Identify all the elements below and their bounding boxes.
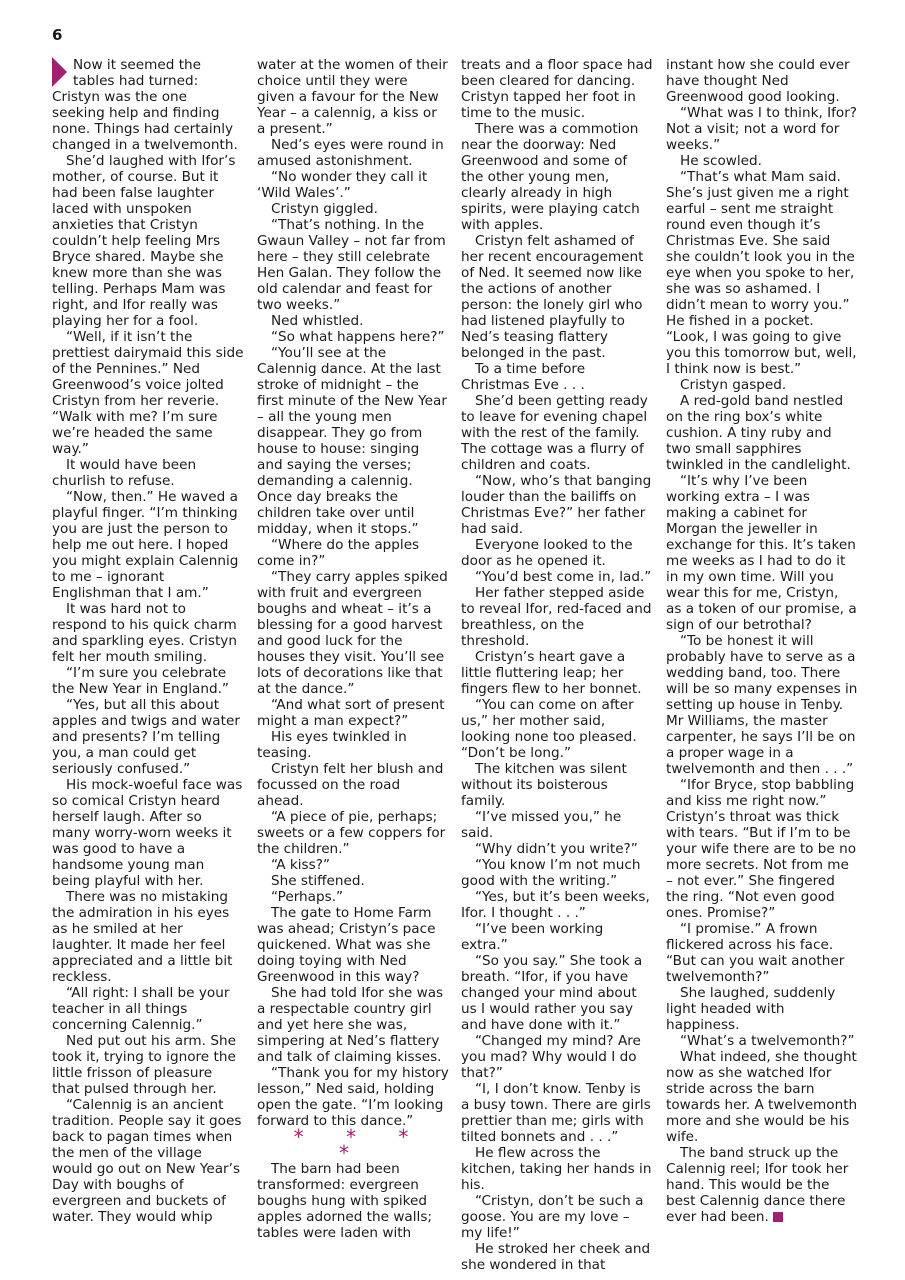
end-square-icon	[773, 1212, 783, 1222]
paragraph: “Cristyn, don’t be such a goose. You are my love – my life!”	[461, 1193, 644, 1241]
paragraph: “A piece of pie, perhaps; sweets or a few coppers for the children.”	[257, 809, 446, 857]
paragraph: “A kiss?”	[271, 857, 330, 873]
column-1	[52, 57, 244, 1225]
paragraph: “What’s a twelvemonth?”	[680, 1033, 855, 1049]
paragraph: “No wonder they call it ‘Wild Wales’.”	[257, 169, 428, 201]
paragraph: He stroked her cheek and she wondered in that	[461, 1241, 651, 1273]
paragraph: He scowled.	[680, 153, 762, 169]
paragraph: “Yes, but all this about apples and twigs and water and presents? I’m telling you, a man could get seriously confused.”	[52, 697, 240, 777]
paragraph: Cristyn felt her blush and focussed on the road ahead.	[257, 761, 444, 809]
paragraph: “Yes, but it’s been weeks, Ifor. I thought . . .”	[461, 889, 650, 921]
paragraph: “I’m sure you celebrate the New Year in England.”	[52, 665, 229, 697]
paragraph: She’d laughed with Ifor’s mother, of course. But it had been false laughter laced with unspoken anxieties that Cristyn couldn’t help feeling Mrs Bryce shared. Maybe she knew more than she was telling. Perhaps Mam was right, and Ifor really was playing her for a fool.	[52, 153, 236, 329]
paragraph: She stiffened.	[271, 873, 365, 889]
paragraph: A red-gold band nestled on the ring box’s white cushion. A tiny ruby and two small sapphires twinkled in the candlelight.	[666, 393, 851, 473]
paragraph: “Where do the apples come in?”	[257, 537, 420, 569]
paragraph: Cristyn felt ashamed of her recent encouragement of Ned. It seemed now like the actions of another person: the lonely girl who had listened playfully to Ned’s teasing flattery belonged in the past.	[461, 233, 644, 361]
paragraph: “Now, who’s that banging louder than the bailiffs on Christmas Eve?” her father had said.	[461, 473, 652, 537]
paragraph: “So you say.” She took a breath. “Ifor, if you have changed your mind about us I would rather you say and have done with it.”	[461, 953, 643, 1033]
paragraph: “So what happens here?”	[271, 329, 445, 345]
paragraph: It was hard not to respond to his quick charm and sparkling eyes. Cristyn felt her mouth smiling.	[52, 601, 237, 665]
paragraph: “They carry apples spiked with fruit and evergreen boughs and wheat – it’s a blessing for a good harvest and good luck for the houses they visit. You’ll see lots of decorations like that at the dance.”	[257, 569, 448, 697]
last-paragraph	[666, 1145, 858, 1225]
paragraph: water at the women of their choice until they were given a favour for the New Year – a calennig, a kiss or a present.”	[257, 57, 448, 137]
paragraph: His eyes twinkled in teasing.	[257, 729, 407, 761]
paragraph: “I’ve missed you,” he said.	[461, 809, 622, 841]
paragraph: instant how she could ever have thought Ned Greenwood good looking.	[666, 57, 850, 105]
paragraph: “That’s nothing. In the Gwaun Valley – not far from here – they still celebrate Hen Galan. They follow the old calendar and feast for two weeks.”	[257, 217, 446, 313]
paragraph: His mock-woeful face was so comical Cristyn heard herself laugh. After so many worry-worn weeks it was good to have a handsome young man being playful with her.	[52, 777, 243, 889]
paragraph: There was a commotion near the doorway: Ned Greenwood and some of the other young men, clearly already in high spirits, were playing catch with apples.	[461, 121, 640, 233]
paragraph: Everyone looked to the door as he opened it.	[461, 537, 633, 569]
paragraph: The barn had been transformed: evergreen boughs hung with spiked apples adorned the walls; tables were laden with	[257, 1161, 432, 1241]
paragraph: “I’ve been working extra.”	[461, 921, 604, 953]
paragraph: Ned put out his arm. She took it, trying to ignore the little frisson of pleasure that pulsed through her.	[52, 1033, 236, 1097]
paragraph: Cristyn giggled.	[271, 201, 379, 217]
paragraph: It would have been churlish to refuse.	[52, 457, 197, 489]
paragraph: To a time before Christmas Eve . . .	[461, 361, 586, 393]
paragraph: She had told Ifor she was a respectable country girl and yet here she was, simpering at Ned’s flattery and talk of claiming kisses.	[257, 985, 444, 1065]
paragraph: Cristyn gasped.	[680, 377, 787, 393]
paragraph: “You’ll see at the Calennig dance. At the last stroke of midnight – the first minute of the New Year – all the young men disappear. They go from house to house: singing and saying the verses; demanding a calennig. Once day breaks the children take over until midday, when it stops.”	[257, 345, 447, 537]
chapter-arrow-icon	[52, 57, 67, 87]
paragraph: “Thank you for my history lesson,” Ned said, holding open the gate. “I’m looking forward to this dance.”	[257, 1065, 449, 1129]
column-2	[257, 57, 449, 1241]
paragraph: “And what sort of present might a man expect?”	[257, 697, 445, 729]
paragraph: “You know I’m not much good with the writing.”	[461, 857, 641, 889]
paragraph: “It’s why I’ve been working extra – I was making a cabinet for Morgan the jeweller in exchange for this. It’s taken me weeks as I had to do it in my own time. Will you wear this for me, Cristyn, as a token of our promise, a sign of our betrothal?	[666, 473, 857, 633]
paragraph: “You’d best come in, lad.”	[475, 569, 652, 585]
column-3	[461, 57, 653, 1273]
paragraph: The kitchen was silent without its boisterous family.	[461, 761, 627, 809]
paragraph: “That’s what Mam said. She’s just given me a right earful – sent me straight round even though it’s Christmas Eve. She said she couldn’t look you in the eye when you spoke to her, she was so ashamed. I didn’t mean to worry you.” He fished in a pocket. “Look, I was going to give you this tomorrow but, well, I think now is best.”	[666, 169, 857, 377]
paragraph: She’d been getting ready to leave for evening chapel with the rest of the family. The cottage was a flurry of children and coats.	[461, 393, 648, 473]
paragraph: He flew across the kitchen, taking her hands in his.	[461, 1145, 652, 1193]
paragraph: “Ifor Bryce, stop babbling and kiss me right now.” Cristyn’s throat was thick with tears. “But if I’m to be your wife there are to be no more secrets. Not from me – not ever.” She fingered the ring. “Not even good ones. Promise?”	[666, 777, 857, 921]
paragraph: Cristyn’s heart gave a little fluttering leap; her fingers flew to her bonnet.	[461, 649, 642, 697]
paragraph: “Changed my mind? Are you mad? Why would I do that?”	[461, 1033, 641, 1081]
paragraph: “Why didn’t you write?”	[475, 841, 638, 857]
paragraph: Her father stepped aside to reveal Ifor, red-faced and breathless, on the threshold.	[461, 585, 652, 649]
paragraph: “Perhaps.”	[271, 889, 344, 905]
paragraph: treats and a floor space had been cleared for dancing. Cristyn tapped her foot in time to the music.	[461, 57, 653, 121]
paragraph: “What was I to think, Ifor? Not a visit; not a word for weeks.”	[666, 105, 857, 153]
paragraph: “I promise.” A frown flickered across his face. “But can you wait another twelvemonth?”	[666, 921, 845, 985]
column-4	[666, 57, 858, 1225]
paragraph: “Well, if it isn’t the prettiest dairymaid this side of the Pennines.” Ned Greenwood’s voice jolted Cristyn from her reverie. “Walk with me? I’m sure we’re headed the same way.”	[52, 329, 244, 457]
paragraph: “I, I don’t know. Tenby is a busy town. There are girls prettier than me; girls with tilted bonnets and . . .”	[461, 1081, 651, 1145]
paragraph: Ned’s eyes were round in amused astonishment.	[257, 137, 444, 169]
paragraph: Ned whistled.	[271, 313, 364, 329]
paragraph: “Now, then.” He waved a playful finger. “I’m thinking you are just the person to help me out here. I hoped you might explain Calennig to me – ignorant Englishman that I am.”	[52, 489, 239, 601]
paragraph: “All right: I shall be your teacher in all things concerning Calennig.”	[52, 985, 230, 1033]
page-number: 6	[52, 26, 63, 44]
paragraph: What indeed, she thought now as she watched Ifor stride across the barn towards her. A twelvemonth more and she would be his wife.	[666, 1049, 858, 1145]
paragraph: Now it seemed the tables had turned: Cristyn was the one seeking help and finding none. Things had certainly changed in a twelvemonth.	[52, 57, 238, 153]
scene-break-divider: * * * *	[293, 1125, 427, 1165]
paragraph: There was no mistaking the admiration in his eyes as he smiled at her laughter. It made her feel appreciated and a little bit reckless.	[52, 889, 233, 985]
paragraph: “You can come on after us,” her mother said, looking none too pleased. “Don’t be long.”	[461, 697, 637, 761]
paragraph: “Calennig is an ancient tradition. People say it goes back to pagan times when the men of the village would go out on New Year’s Day with boughs of evergreen and buckets of water. They would whip	[52, 1097, 242, 1225]
paragraph: The gate to Home Farm was ahead; Cristyn’s pace quickened. What was she doing toying with Ned Greenwood in this way?	[257, 905, 436, 985]
paragraph: “To be honest it will probably have to serve as a wedding band, too. There will be so many expenses in setting up house in Tenby. Mr Williams, the master carpenter, he says I’ll be on a proper wage in a twelvemonth and then . . .”	[666, 633, 858, 777]
paragraph-text: The band struck up the Calennig reel; Ifor took her hand. This would be the best Calennig dance there ever had been.	[666, 1145, 849, 1225]
paragraph: She laughed, suddenly light headed with happiness.	[666, 985, 836, 1033]
